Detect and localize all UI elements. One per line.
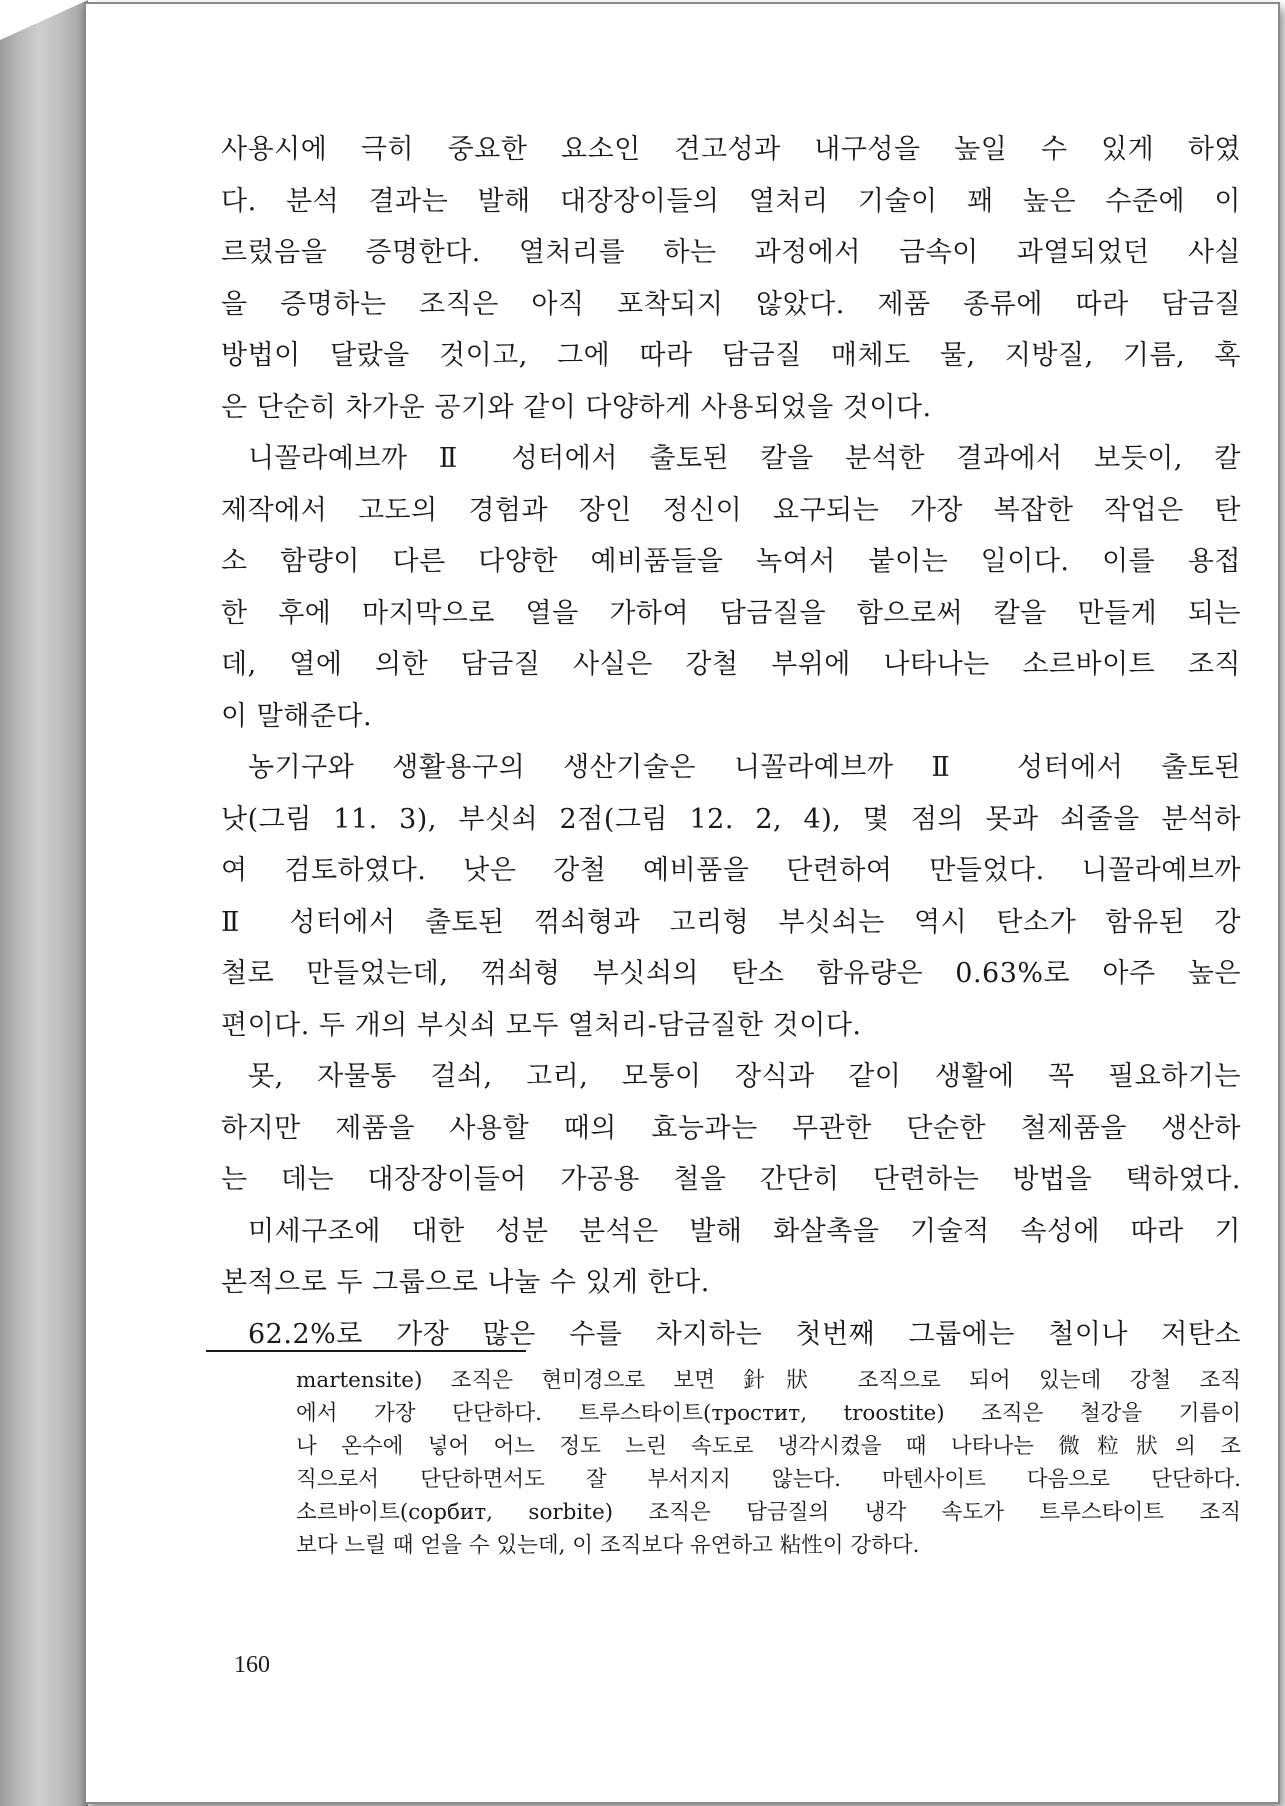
text-line: 여 검토하였다. 낫은 강철 예비품을 단련하여 만들었다. 니꼴라예브까	[221, 855, 1241, 886]
text-line: 사용시에 극히 중요한 요소인 견고성과 내구성을 높일 수 있게 하였	[221, 134, 1241, 165]
text-line: 제작에서 고도의 경험과 장인 정신이 요구되는 가장 복잡한 작업은 탄	[221, 494, 1241, 526]
book-page	[84, 2, 1280, 1804]
footnote-line: 소르바이트(сорбит, sorbite) 조직은 담금질의 냉각 속도가 트루스타이트 조직	[296, 1500, 1241, 1525]
text-line: 낫(그림 11. 3), 부싯쇠 2점(그림 12. 2, 4), 몇 점의 못과 쇠줄을 분석하	[221, 803, 1241, 835]
footnote	[296, 1364, 1241, 1562]
text-line: 62.2%로 가장 많은 수를 차지하는 첫번째 그룹에는 철이나 저탄소	[248, 1318, 1241, 1350]
text-line: 미세구조에 대한 성분 분석은 발해 화살촉을 기술적 속성에 따라 기	[248, 1215, 1241, 1247]
text-line: 니꼴라예브까 Ⅱ 성터에서 출토된 칼을 분석한 결과에서 보듯이, 칼	[248, 443, 1241, 474]
text-line: 하지만 제품을 사용할 때의 효능과는 무관한 단순한 철제품을 생산하	[221, 1112, 1241, 1144]
book-spine-corner	[0, 0, 88, 40]
text-line: 철로 만들었는데, 꺾쇠형 부싯쇠의 탄소 함유량은 0.63%로 아주 높은	[221, 958, 1241, 989]
text-line: 을 증명하는 조직은 아직 포착되지 않았다. 제품 종류에 따라 담금질	[221, 288, 1241, 320]
footnote-line: 나 온수에 넣어 어느 정도 느린 속도로 냉각시켰을 때 나타나는 微粒狀의 조	[296, 1434, 1241, 1459]
text-line: 한 후에 마지막으로 열을 가하여 담금질을 함으로써 칼을 만들게 되는	[221, 597, 1241, 629]
text-line: Ⅱ 성터에서 출토된 꺾쇠형과 고리형 부싯쇠는 역시 탄소가 함유된 강	[221, 906, 1241, 938]
text-line: 이 말해준다.	[221, 700, 373, 732]
text-line: 소 함량이 다른 다양한 예비품들을 녹여서 붙이는 일이다. 이를 용접	[221, 546, 1241, 577]
text-line: 못, 자물통 걸쇠, 고리, 모퉁이 장식과 같이 생활에 꼭 필요하기는	[248, 1061, 1241, 1092]
text-line: 는 데는 대장장이들어 가공용 철을 간단히 단련하는 방법을 택하였다.	[221, 1164, 1241, 1195]
text-line: 농기구와 생활용구의 생산기술은 니꼴라예브까 Ⅱ 성터에서 출토된	[248, 752, 1241, 783]
body-text	[221, 124, 1241, 1360]
text-line: 방법이 달랐을 것이고, 그에 따라 담금질 매체도 물, 지방질, 기름, 혹	[221, 340, 1241, 371]
text-line: 본적으로 두 그룹으로 나눌 수 있게 한다.	[221, 1267, 710, 1298]
page-number: 160	[234, 1652, 270, 1678]
text-line: 다. 분석 결과는 발해 대장장이들의 열처리 기술이 꽤 높은 수준에 이	[221, 185, 1241, 217]
footnote-divider	[206, 1350, 526, 1352]
text-line: 데, 열에 의한 담금질 사실은 강철 부위에 나타나는 소르바이트 조직	[221, 649, 1241, 680]
footnote-line: 보다 느릴 때 얻을 수 있는데, 이 조직보다 유연하고 粘性이 강하다.	[296, 1533, 920, 1558]
footnote-line: martensite) 조직은 현미경으로 보면 針狀 조직으로 되어 있는데 강철 조직	[296, 1368, 1241, 1393]
text-line: 르렀음을 증명한다. 열처리를 하는 과정에서 금속이 과열되었던 사실	[221, 237, 1241, 268]
text-line: 은 단순히 차가운 공기와 같이 다양하게 사용되었을 것이다.	[221, 391, 932, 423]
text-line: 편이다. 두 개의 부싯쇠 모두 열처리-담금질한 것이다.	[221, 1009, 862, 1041]
book-spine	[0, 0, 88, 1806]
footnote-line: 직으로서 단단하면서도 잘 부서지지 않는다. 마텐사이트 다음으로 단단하다.	[296, 1467, 1241, 1492]
footnote-line: 에서 가장 단단하다. 트루스타이트(тростит, troostite) 조직은 철강을 기름이	[296, 1401, 1241, 1426]
